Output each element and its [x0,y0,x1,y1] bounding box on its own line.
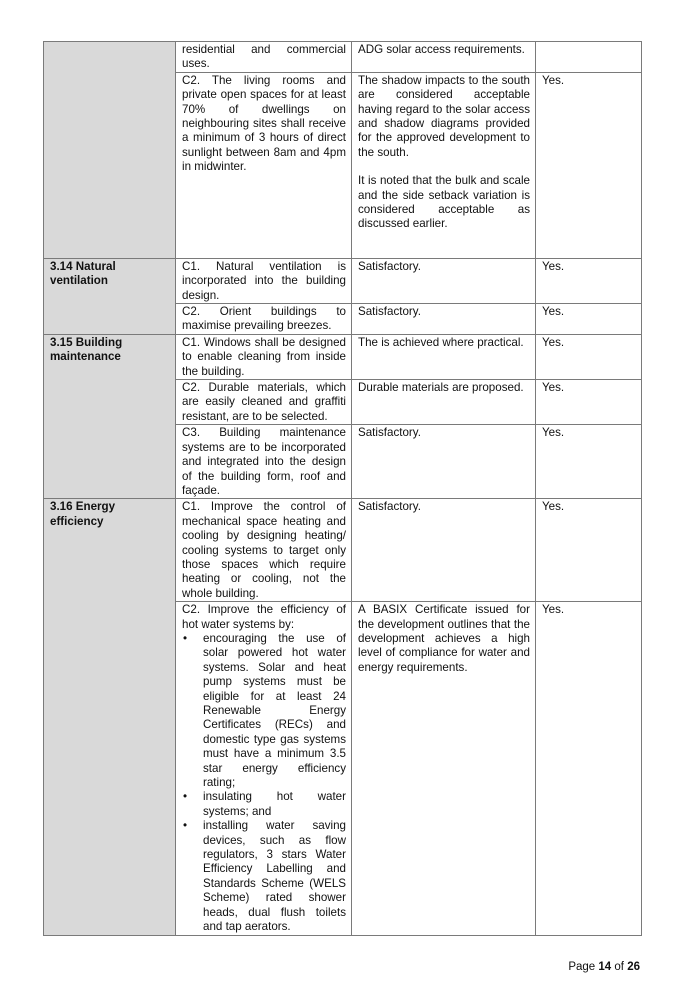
table-row [44,42,642,73]
requirement-cell: C3. Building maintenance systems are to be incorporated and integrated into the design of the building form, roof and façade. [176,425,352,499]
comment-paragraph: The shadow impacts to the south are considered acceptable having regard to the solar access and shadow diagrams provided for the approved development to the south. [358,73,530,159]
comment-cell: The is achieved where practical. [352,334,536,379]
section-heading: 3.16 Energy efficiency [44,499,176,935]
requirement-cell: C1. Windows shall be designed to enable cleaning from inside the building. [176,334,352,379]
requirement-cell: C1. Natural ventilation is incorporated into the building design. [176,258,352,303]
list-item: • encouraging the use of solar powered hot water systems. Solar and heat pump systems must be eligible for at least 24 Renewable Energy Certificates (RECs) and domestic type gas systems must have a minimum 3.5 star energy efficiency rating; [182,632,346,790]
result-cell: Yes. [536,380,642,425]
result-cell: Yes. [536,425,642,499]
result-cell: Yes. [536,334,642,379]
requirement-cell: C2. The living rooms and private open spaces for at least 70% of dwellings on neighbouring sites shall receive a minimum of 3 hours of direct sunlight between 8am and 4pm in midwinter. [176,72,352,258]
comment-cell: Satisfactory. [352,258,536,303]
page-total: 26 [627,961,640,973]
requirement-cell: C2. Orient buildings to maximise prevailing breezes. [176,304,352,335]
comment-cell [352,72,536,258]
requirement-cell [176,602,352,935]
comment-cell: ADG solar access requirements. [352,42,536,73]
requirement-cell: residential and commercial uses. [176,42,352,73]
requirement-bullet-list [182,632,346,935]
requirement-intro: C2. Improve the efficiency of hot water systems by: [182,603,346,631]
requirement-cell: C2. Durable materials, which are easily cleaned and graffiti resistant, are to be selected. [176,380,352,425]
list-item: • installing water saving devices, such as flow regulators, 3 stars Water Efficiency Labelling and Standards Scheme (WELS Scheme) rated shower heads, dual flush toilets and tap aerators. [182,819,346,934]
section-heading: 3.15 Building maintenance [44,334,176,498]
comment-cell: Satisfactory. [352,425,536,499]
comment-cell: Satisfactory. [352,499,536,602]
page-label: Page [568,961,596,973]
list-item: • insulating hot water systems; and [182,790,346,819]
table-row [44,334,642,379]
result-cell [536,42,642,73]
page-of-label: of [614,961,624,973]
comment-cell: Durable materials are proposed. [352,380,536,425]
comment-cell: Satisfactory. [352,304,536,335]
result-cell: Yes. [536,304,642,335]
comment-paragraph: It is noted that the bulk and scale and the side setback variation is considered acceptable as discussed earlier. [358,174,530,231]
result-cell: Yes. [536,602,642,935]
comment-cell: A BASIX Certificate issued for the development outlines that the development achieves a high level of compliance for water and energy requirements. [352,602,536,935]
section-cell-continued [44,42,176,259]
requirement-cell: C1. Improve the control of mechanical space heating and cooling by designing heating/ cooling systems to target only those spaces which require heating or cooling, not the whole building. [176,499,352,602]
result-cell: Yes. [536,499,642,602]
result-cell: Yes. [536,258,642,303]
page-number: 14 [598,961,612,973]
table-row [44,258,642,303]
table-row [44,499,642,602]
result-cell: Yes. [536,72,642,258]
compliance-table [43,41,642,936]
section-heading: 3.14 Natural ventilation [44,258,176,334]
page-footer [568,961,640,973]
